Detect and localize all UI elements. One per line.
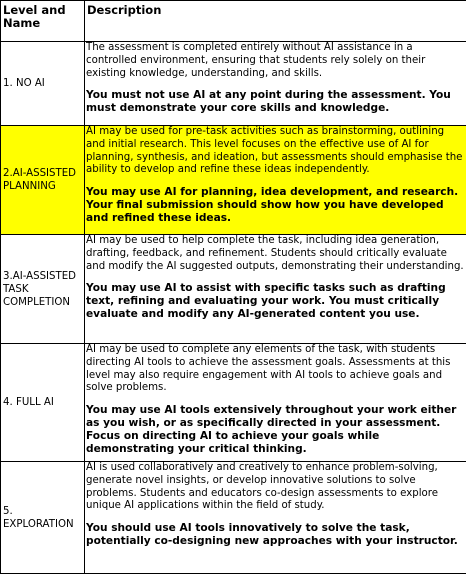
table-row-no-ai (1, 42, 466, 126)
description-cell (85, 42, 466, 126)
description-cell (85, 235, 466, 344)
level-name: 4. FULL AI (1, 344, 85, 462)
level-name: 2.AI-ASSISTED PLANNING (1, 126, 85, 235)
description-cell (85, 462, 466, 574)
table-row-full-ai (1, 344, 466, 462)
student-instruction: You may use AI tools extensively throughout your work either as you wish, or as specifically directed in your assessment. Focus on directing AI to achieve your goals while demonstrating your critical thinking. (86, 404, 457, 455)
table-row-ai-assisted-planning (1, 126, 466, 235)
student-instruction: You must not use AI at any point during the assessment. You must demonstrate your core skills and knowledge. (86, 89, 451, 115)
table-row-exploration (1, 462, 466, 574)
level-description: AI may be used for pre-task activities such as brainstorming, outlining and initial research. This level focuses on the effective use of AI for planning, synthesis, and ideation, but assessments should emphasise the ability to develop and refine these ideas independently. (86, 126, 463, 176)
description-cell (85, 344, 466, 462)
level-name: 1. NO AI (1, 42, 85, 126)
header-description: Description (85, 1, 466, 42)
level-name: 3.AI-ASSISTED TASK COMPLETION (1, 235, 85, 344)
description-cell (85, 126, 466, 235)
table-row-ai-assisted-task-completion (1, 235, 466, 344)
level-description: AI may be used to help complete the task, including idea generation, drafting, feedback, and refinement. Students should critically evaluate and modify the AI suggested outputs, demonstrating their understanding. (86, 235, 464, 272)
level-name: 5. EXPLORATION (1, 462, 85, 574)
header-level-and-name: Level and Name (1, 1, 85, 42)
level-description: The assessment is completed entirely without AI assistance in a controlled environment, ensuring that students rely solely on their existing knowledge, understanding, and skills. (86, 42, 426, 79)
student-instruction: You may use AI for planning, idea development, and research. Your final submission should show how you have developed and refined these ideas. (86, 186, 459, 224)
student-instruction: You should use AI tools innovatively to solve the task, potentially co-designing new approaches with your instructor. (86, 522, 458, 547)
level-description: AI may be used to complete any elements of the task, with students directing AI tools to achieve the assessment goals. Assessments at this level may also require engagement with AI tools to achieve goals and solve problems. (86, 344, 451, 394)
level-description: AI is used collaboratively and creatively to enhance problem-solving, generate novel insights, or develop innovative solutions to solve problems. Students and educators co-design assessments to explore unique AI applications within the field of study. (86, 462, 438, 512)
table-header-row (1, 1, 466, 42)
student-instruction: You may use AI to assist with specific tasks such as drafting text, refining and evaluating your work. You must critically evaluate and modify any AI-generated content you use. (86, 282, 446, 320)
